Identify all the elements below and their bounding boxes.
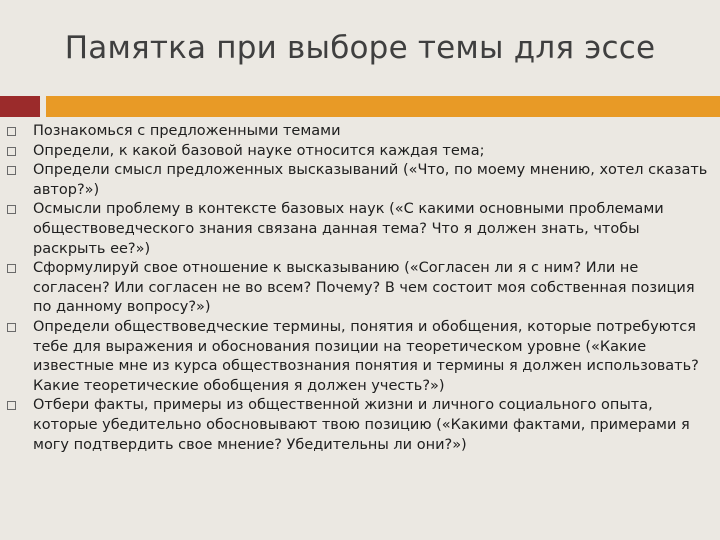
hollow-square-bullet-icon (7, 166, 16, 175)
bullet-text: Отбери факты, примеры из общественной жизни и личного социального опыта, которые убедительно обосновывают твою позицию («Какими фактами, примерами я могу подтвердить свое мнение? Убедительны ли они?») (33, 397, 690, 453)
bullet-list (0, 122, 720, 455)
bullet-text: Определи, к какой базовой науке относится каждая тема; (33, 142, 485, 159)
bullet-text: Определи обществоведческие термины, понятия и обобщения, которые потребуются тебе для выражения и обоснования позиции на теоретическом уровне («Какие известные мне из курса обществознания понятия и термины я должен использовать? Какие теоретические обобщения я должен учесть?») (33, 318, 699, 394)
bullet-item (0, 161, 720, 200)
title-divider-right-bar (46, 96, 720, 117)
bullet-item (0, 396, 720, 455)
hollow-square-bullet-icon (7, 127, 16, 136)
bullet-item (0, 122, 720, 142)
bullet-text: Сформулируй свое отношение к высказыванию («Согласен ли я с ним? Или не согласен? Или согласен не во всем? Почему? В чем состоит моя собственная позиция по данному вопросу?») (33, 260, 695, 316)
hollow-square-bullet-icon (7, 401, 16, 410)
bullet-item (0, 259, 720, 318)
title-divider-left-bar (0, 96, 40, 117)
hollow-square-bullet-icon (7, 323, 16, 332)
bullet-text: Определи смысл предложенных высказываний («Что, по моему мнению, хотел сказать автор?») (33, 162, 708, 198)
bullet-item (0, 318, 720, 396)
bullet-item (0, 200, 720, 259)
hollow-square-bullet-icon (7, 264, 16, 273)
slide-title: Памятка при выборе темы для эссе (64, 30, 656, 66)
hollow-square-bullet-icon (7, 205, 16, 214)
bullet-text: Осмысли проблему в контексте базовых наук («С какими основными проблемами обществоведческого знания связана данная тема? Что я должен знать, чтобы раскрыть ее?») (33, 201, 664, 257)
bullet-text: Познакомься с предложенными темами (33, 123, 341, 139)
bullet-item (0, 142, 720, 162)
hollow-square-bullet-icon (7, 147, 16, 156)
